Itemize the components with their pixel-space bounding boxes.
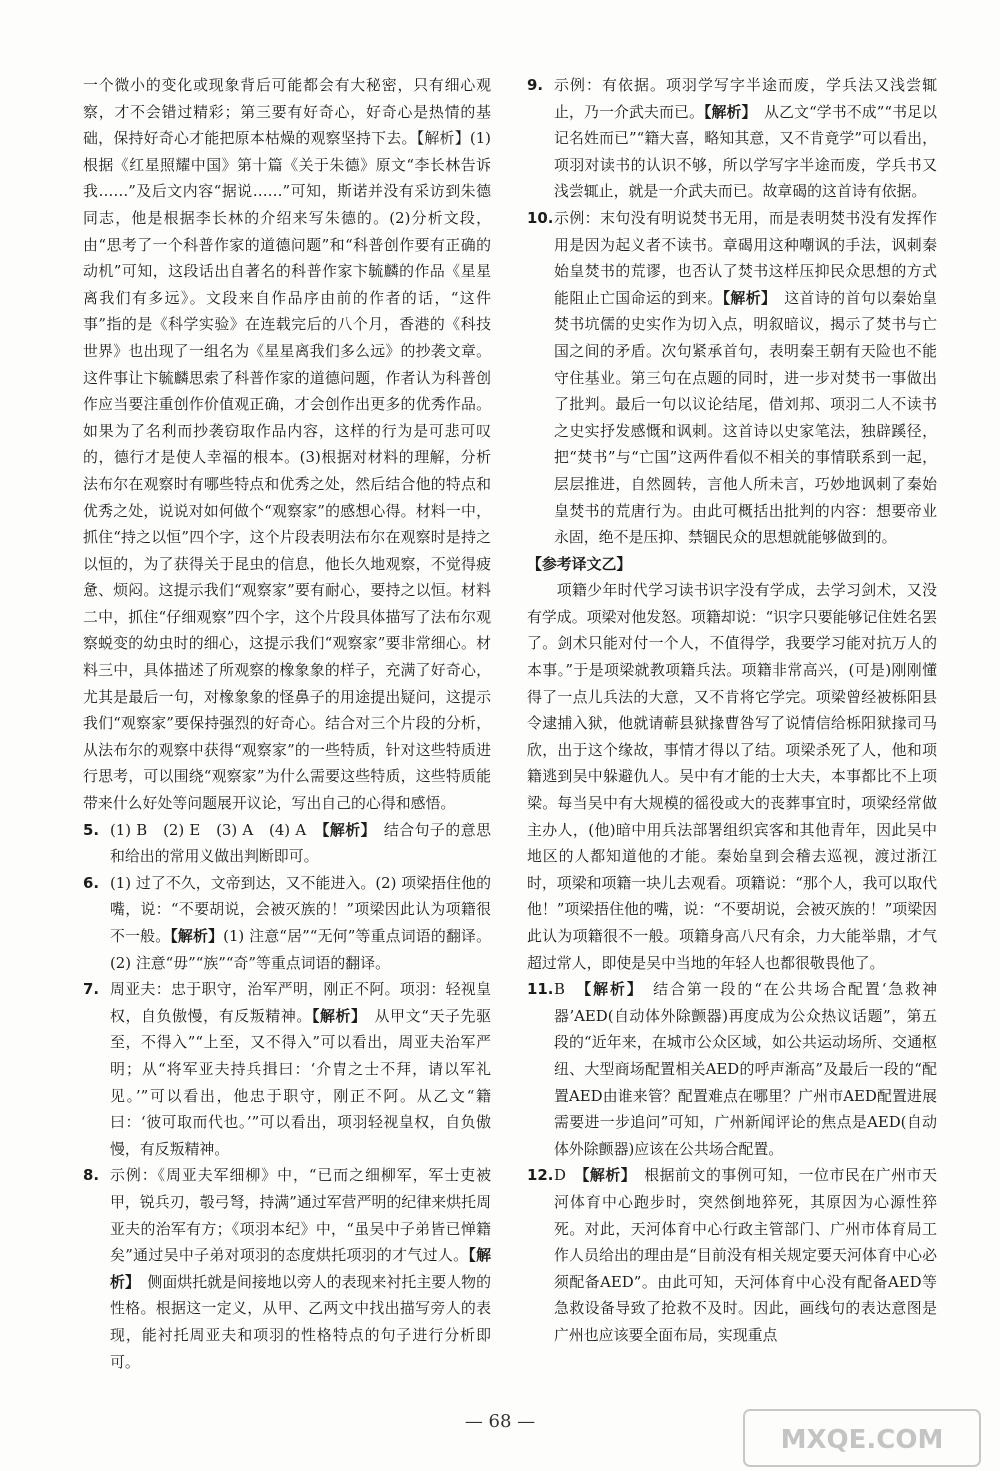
translation-text: 项籍少年时代学习读书识字没有学成，去学习剑术，又没有学成。项梁对他发怒。项籍却说：“识字只要能够记住姓名罢了。剑术只能对付一个人，不值得学，我要学习能对抗万人的本事。”于是项梁就教项籍兵法。项籍非常高兴，(可是)刚刚懂得了一点儿兵法的大意，又不肯将它学完。项梁曾经被栎阳县令逮捕入狱，他就请蕲县狱掾曹咎写了说情信给栎阳狱掾司马欣，出于这个缘故，事情才得以了结。项梁杀死了人，他和项籍逃到吴中躲避仇人。吴中有才能的士大夫，本事都比不上项梁。每当吴中有大规模的徭役或大的丧葬事宜时，项梁经常做主办人，(他)暗中用兵法部署组织宾客和其他青年，因此吴中地区的人都知道他的才能。秦始皇到会稽去巡视，渡过浙江时，项梁和项籍一块儿去观看。项籍说：“那个人，我可以取代他！”项梁捂住他的嘴，说：“不要胡说，会被灭族的！”项梁因此认为项籍很不一般。项籍身高八尺有余，力大能举鼎，才气超过常人，即使是吴中当地的年轻人也都很敬畏他了。 bbox=[527, 581, 937, 972]
answer-text: B bbox=[554, 980, 584, 999]
analysis-tag: 【解析】 bbox=[703, 102, 750, 121]
watermark-logo bbox=[742, 1408, 982, 1468]
page-number: — 68 — bbox=[464, 1411, 536, 1432]
analysis-text: 从甲文“天子先驱至，不得入”“上至，又不得入”可以看出，周亚夫治军严明；从“将军亚夫持兵揖曰：‘介胄之士不拜，请以军礼见。’”可以看出，他忠于职守，刚正不阿。从乙文“籍曰：‘彼可取而代也。’”可以看出，项羽轻视皇权，自负傲慢，有反叛精神。 bbox=[110, 1006, 491, 1158]
analysis-tag: 【解析】 bbox=[321, 820, 369, 839]
answer-item bbox=[527, 72, 937, 205]
analysis-tag: 【解析】 bbox=[110, 1246, 491, 1291]
analysis-text: 结合句子的意思和给出的常用义做出判断即可。 bbox=[110, 820, 491, 866]
answer-item bbox=[83, 817, 491, 870]
right-column bbox=[527, 72, 937, 1349]
question-number: 10. bbox=[527, 208, 554, 227]
answer-item bbox=[527, 1162, 937, 1348]
analysis-tag: 【解析】 bbox=[722, 288, 769, 307]
analysis-tag: 【解析】 bbox=[581, 1166, 629, 1185]
answer-text: 周亚夫：忠于职守，治军严明，刚正不阿。项羽：轻视皇权，自负傲慢，有反叛精神。 bbox=[110, 980, 491, 1025]
question-number: 7. bbox=[83, 980, 100, 999]
left-answer-list bbox=[83, 817, 491, 1375]
answer-text: 示例：《周亚夫军细柳》中，“已而之细柳军，军士吏被甲，锐兵刃，彀弓弩，持满”通过军营严明的纪律来烘托周亚夫的治军有方；《项羽本纪》中，“虽吴中子弟皆已惮籍矣”通过吴中子弟对项羽的态度烘托项羽的才气过人。 bbox=[110, 1166, 491, 1265]
analysis-text: 根据前文的事例可知，一位市民在广州市天河体育中心跑步时，突然倒地猝死，其原因为心源性猝死。对此，天河体育中心行政主管部门、广州市体育局工作人员给出的理由是“目前没有相关规定要天河体育中心必须配备AED”。由此可知，天河体育中心没有配备AED等急救设备导致了抢救不及时。因此，画线句的表达意图是广州也应该要全面布局，实现重点 bbox=[554, 1166, 937, 1344]
right-answer-list bbox=[527, 72, 937, 551]
answer-text: 示例：有依据。项羽学写字半途而废，学兵法又浅尝辄止，乃一介武夫而已。 bbox=[554, 76, 937, 121]
analysis-tag: 【解析】 bbox=[311, 1006, 360, 1025]
answer-text: (1) 过了不久，文帝到达，又不能进入。(2) 项梁捂住他的嘴，说：“不要胡说，会被灭族的！”项梁因此认为项籍很不一般。 bbox=[110, 873, 491, 945]
question-number: 9. bbox=[527, 76, 544, 94]
answer-item bbox=[83, 976, 491, 1162]
analysis-text: (1) 注意“居”“无何”等重点词语的翻译。(2) 注意“毋”“族”“奇”等重点词语的翻译。 bbox=[110, 927, 491, 972]
analysis-text: 侧面烘托就是间接地以旁人的表现来衬托主要人物的性格。根据这一定义，从甲、乙两文中找出描写旁人的表现，能衬托周亚夫和项羽的性格特点的句子进行分析即可。 bbox=[110, 1272, 491, 1371]
question-number: 11. bbox=[527, 980, 554, 999]
analysis-tag: 【解析】 bbox=[583, 980, 637, 999]
analysis-text: 从乙文“学书不成”“书足以记名姓而已”“籍大喜，略知其意，又不肯竟学”可以看出，项羽对读书的认识不够，所以学写字半途而废，学兵书又浅尝辄止，就是一介武夫而已。故章碣的这首诗有依据。 bbox=[554, 102, 937, 201]
analysis-tag: 【解析】 bbox=[170, 927, 224, 945]
answer-text: 示例：末句没有明说焚书无用，而是表明焚书没有发挥作用是因为起义者不读书。章碣用这种嘲讽的手法，讽刺秦始皇焚书的荒谬，也否认了焚书这样压抑民众思想的方式能阻止亡国命运的到来。 bbox=[554, 208, 937, 307]
answer-text: D bbox=[554, 1166, 582, 1185]
question-number: 5. bbox=[83, 820, 100, 839]
answer-item bbox=[527, 976, 937, 1162]
answer-item bbox=[527, 205, 937, 551]
right-answer-list-2 bbox=[527, 976, 937, 1348]
analysis-text: 这首诗的首句以秦始皇焚书坑儒的史实作为切入点，明叙暗议，揭示了焚书与亡国之间的矛盾。次句紧承首句，表明秦王朝有天险也不能守住基业。第三句在点题的同时，进一步对焚书一事做出了批判。最后一句以议论结尾，借刘邦、项羽二人不读书之史实抒发感慨和讽刺。这首诗以史家笔法，独辟蹊径，把“焚书”与“亡国”这两件看似不相关的事情联系到一起，层层推进，自然圆转，言他人所未言，巧妙地讽刺了秦始皇焚书的荒唐行为。由此可概括出批判的内容：想要帝业永固，绝不是压抑、禁锢民众的思想就能够做到的。 bbox=[554, 288, 937, 547]
analysis-text: 结合第一段的“在公共场合配置‘急救神器’AED(自动体外除颤器)再度成为公众热议话题”，第五段的“近年来，在城市公众区域，如公共运动场所、交通枢纽、大型商场配置相关AED的呼声渐高”及最后一段的“配置AED由谁来管？配置难点在哪里？广州市AED配置进展需要进一步追问”可知，广州新闻评论的焦点是AED(自动体外除颤器)应该在公共场合配置。 bbox=[554, 980, 937, 1158]
left-column bbox=[83, 72, 491, 1375]
question-number: 8. bbox=[83, 1166, 100, 1185]
answer-item bbox=[83, 1162, 491, 1375]
question-number: 12. bbox=[527, 1166, 554, 1185]
question-number: 6. bbox=[83, 873, 100, 892]
intro-paragraph: 一个微小的变化或现象背后可能都会有大秘密，只有细心观察，才不会错过精彩；第三要有好奇心，好奇心是热情的基础，保持好奇心才能把原本枯燥的观察坚持下去。【解析】(1)根据《红星照耀中国》第十篇《关于朱德》原文“李长林告诉我……”及后文内容“据说……”可知，斯诺并没有采访到朱德同志，他是根据李长林的介绍来写朱德的。(2)分析文段，由“思考了一个科普作家的道德问题”和“科普创作要有正确的动机”可知，这段话出自著名的科普作家卞毓麟的作品《星星离我们有多远》。文段来自作品序由前的作者的话，“这件事”指的是《科学实验》在连载完后的八个月，香港的《科技世界》也出现了一组名为《星星离我们多么远》的抄袭文章。这件事让卞毓麟思索了科普作家的道德问题，作者认为科普创作应当要注重创作价值观正确，才会创作出更多的优秀作品。如果为了名利而抄袭窃取作品内容，这样的行为是可悲可叹的，德行才是使人幸福的根本。(3)根据对材料的理解，分析法布尔在观察时有哪些特点和优秀之处，然后结合他的特点和优秀之处，说说对如何做个“观察家”的感想心得。材料一中，抓住“持之以恒”四个字，这个片段表明法布尔在观察时是持之以恒的，为了获得关于昆虫的信息，他长久地观察，不觉得疲惫、烦闷。这提示我们“观察家”要有耐心，要持之以恒。材料二中，抓住“仔细观察”四个字，这个片段具体描写了法布尔观察蜕变的幼虫时的细心，这提示我们“观察家”要非常细心。材料三中，具体描述了所观察的橡象象的样子，充满了好奇心，尤其是最后一句，对橡象象的怪鼻子的用途提出疑问，这提示我们“观察家”要保持强烈的好奇心。结合对三个片段的分析，从法布尔的观察中获得“观察家”的一些特质，针对这些特质进行思考，可以围绕“观察家”为什么需要这些特质，这些特质能带来什么好处等问题展开议论，写出自己的心得和感悟。 bbox=[83, 76, 491, 813]
answer-text: (1) B (2) E (3) A (4) A bbox=[110, 820, 322, 839]
translation-title: 【参考译文乙】 bbox=[527, 554, 632, 573]
svg-text:MXQE.COM: MXQE.COM bbox=[780, 1425, 944, 1455]
answer-item bbox=[83, 870, 491, 976]
